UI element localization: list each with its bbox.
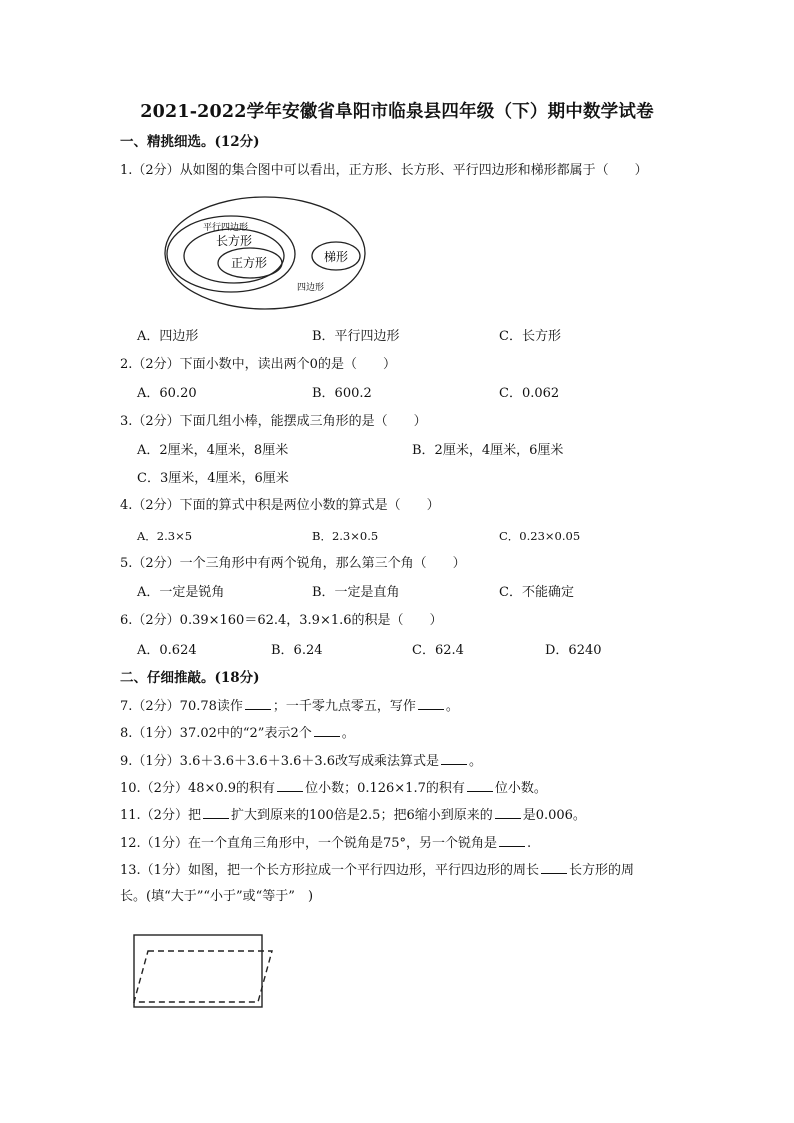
q7-text-1: 7.（2分）70.78读作 [120,699,243,714]
exam-title: 2021-2022学年安徽省阜阳市临泉县四年级（下）期中数学试卷 [140,102,654,122]
q8-blank[interactable] [314,724,340,737]
label-rectangle: 长方形 [216,234,253,248]
q13-blank[interactable] [541,861,567,874]
q2-option-c[interactable]: C．0.062 [499,386,560,401]
question-6-stem: 6.（2分）0.39×160＝62.4，3.9×1.6的积是（ ） [120,613,443,628]
question-9 [120,752,482,771]
q5-option-b[interactable]: B．一定是直角 [312,585,400,600]
q9-text-2: 。 [469,754,483,769]
q6-option-a[interactable]: A．0.624 [137,643,197,658]
question-5-stem: 5.（2分）一个三角形中有两个锐角，那么第三个角（ ） [120,556,466,571]
q12-text-2: . [527,836,532,851]
q2-option-a[interactable]: A．60.20 [137,386,197,401]
section-2-heading: 二、仔细推敲。(18分) [120,670,260,686]
q10-blank-1[interactable] [277,779,303,792]
rectangle-parallelogram-figure [130,931,280,1011]
question-12 [120,834,531,853]
q6-option-d[interactable]: D．6240 [545,643,602,658]
section-1-heading: 一、精挑细选。(12分) [120,134,260,150]
set-diagram [163,194,373,312]
q10-text-2: 位小数；0.126×1.7的积有 [305,781,465,796]
q7-text-2: ；一千零九点零五，写作 [272,699,416,714]
q1-option-b[interactable]: B．平行四边形 [312,329,400,344]
q9-blank[interactable] [441,752,467,765]
q6-option-b[interactable]: B．6.24 [271,643,323,658]
q1-option-a[interactable]: A．四边形 [137,329,199,344]
rectangle-shape [134,935,262,1007]
q11-blank-1[interactable] [203,806,229,819]
q12-text-1: 12.（1分）在一个直角三角形中，一个锐角是75°，另一个锐角是 [120,836,497,851]
question-4-stem: 4.（2分）下面的算式中积是两位小数的算式是（ ） [120,498,440,513]
q3-option-a[interactable]: A．2厘米，4厘米，8厘米 [137,443,289,458]
label-quadrilateral: 四边形 [297,283,325,293]
q3-option-c[interactable]: C．3厘米，4厘米，6厘米 [137,471,289,486]
label-trapezoid: 梯形 [324,250,349,264]
question-7 [120,697,459,716]
q6-option-c[interactable]: C．62.4 [412,643,464,658]
q7-text-3: 。 [445,699,459,714]
q5-option-a[interactable]: A．一定是锐角 [137,585,225,600]
q5-option-c[interactable]: C．不能确定 [499,585,574,600]
question-2-stem: 2.（2分）下面小数中，读出两个0的是（ ） [120,357,396,372]
question-8 [120,724,355,743]
q10-blank-2[interactable] [467,779,493,792]
q1-option-c[interactable]: C．长方形 [499,329,561,344]
q11-blank-2[interactable] [495,806,521,819]
q2-option-b[interactable]: B．600.2 [312,386,372,401]
q8-text-1: 8.（1分）37.02中的“2”表示2个 [120,726,312,741]
q9-text-1: 9.（1分）3.6＋3.6＋3.6＋3.6＋3.6改写成乘法算式是 [120,754,440,769]
q10-text-3: 位小数。 [494,781,547,796]
q11-text-1: 11.（2分）把 [120,808,201,823]
question-13-line-2: 长。(填“大于”“小于”或“等于” ) [120,889,314,904]
label-parallelogram: 平行四边形 [203,223,249,233]
q13-text-2: 长方形的周 [568,863,634,878]
q7-blank-2[interactable] [418,697,444,710]
q7-blank-1[interactable] [245,697,271,710]
q10-text-1: 10.（2分）48×0.9的积有 [120,781,276,796]
label-square: 正方形 [231,256,268,270]
q8-text-2: 。 [341,726,355,741]
q4-option-b[interactable]: B．2.3×0.5 [312,529,379,543]
q12-blank[interactable] [499,834,525,847]
q4-option-c[interactable]: C．0.23×0.05 [499,529,581,543]
q11-text-3: 是0.006。 [522,808,586,823]
q4-option-a[interactable]: A．2.3×5 [137,529,193,543]
q3-option-b[interactable]: B．2厘米，4厘米，6厘米 [412,443,564,458]
q11-text-2: 扩大到原来的100倍是2.5；把6缩小到原来的 [230,808,493,823]
q13-text-1: 13.（1分）如图，把一个长方形拉成一个平行四边形，平行四边形的周长 [120,863,539,878]
parallelogram-shape [134,951,272,1002]
question-3-stem: 3.（2分）下面几组小棒，能摆成三角形的是（ ） [120,414,427,429]
question-11 [120,806,586,825]
question-10 [120,779,547,798]
question-13-line-1 [120,861,634,880]
question-1-stem: 1.（2分）从如图的集合图中可以看出，正方形、长方形、平行四边形和梯形都属于（ ） [120,163,648,178]
